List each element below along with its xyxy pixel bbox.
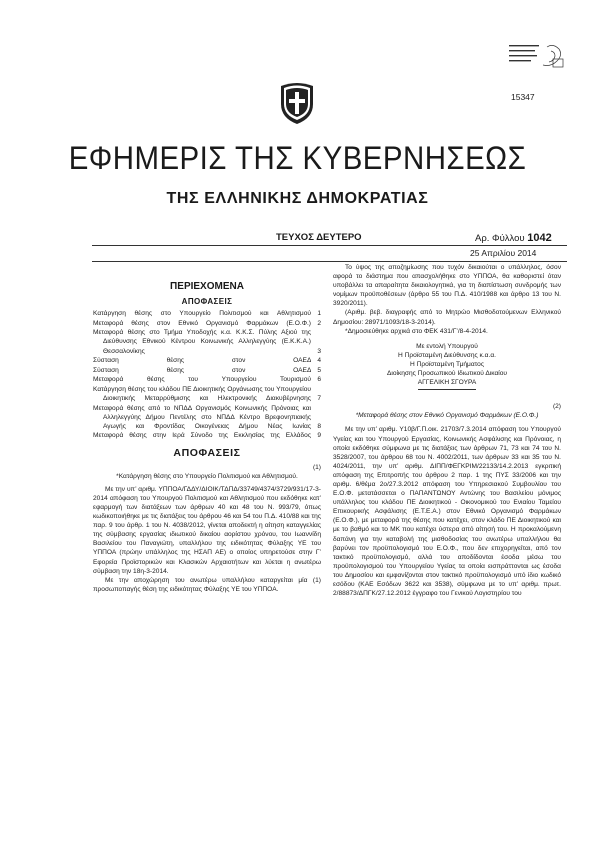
contents-item: [93, 366, 321, 375]
decision-1-title: *Κατάργηση θέσης στο Υπουργείο Πολιτισμού και Αθλητισμού.: [116, 472, 298, 480]
decision-1-number: (1): [312, 463, 321, 471]
signature-line-4: Διοίκησης Προσωπικού Ιδιωτικού Δικαίου: [386, 370, 508, 378]
decision-2-title: *Μεταφορά θέσης στον Εθνικό Οργανισμό Φαρμάκων (Ε.Ο.Φ.): [355, 412, 539, 420]
signature-line-2: Η Προϊσταμένη Διεύθυνσης κ.α.α.: [398, 351, 496, 359]
contents-item-text: Μεταφορά θέσης από το ΝΠΔΔ Οργανισμός Κοινωνικής Πρόνοιας και Αλληλεγγύης Δήμου Πεντέλης στο ΝΠΔΔ Κέντρο Βρεφονηπιακής Αγωγής και Φροντίδας Οικογένειας Δήμου Νέας Ιωνίας .....: [93, 404, 311, 431]
gazette-title: ΕΦΗΜΕΡΙΣ ΤΗΣ ΚΥΒΕΡΝΗΣΕΩΣ: [68, 140, 527, 176]
contents-item-page: 7: [311, 394, 321, 403]
contents-item-page: 9: [311, 431, 321, 440]
contents-item-page: 6: [311, 375, 321, 384]
decision-1-body: Με την υπ’ αριθμ. ΥΠΠΟΑ/ΓΔΔΥ/ΔΙΟΙΚ/ΤΔΠΔ/33749/4374/3729/931/17-3-2014 απόφαση του Υπουργού Πολιτισμού και Αθλητισμού που εκδόθηκε κατ’ εφαρμογή των διατάξεων των άρθρων 40 και 48 του Ν. 993/79, όπως κωδικοποιήθηκε με τις διατάξεις του άρθρου 46 και 54 του Π.Δ. 410/88 και της παρ. 9 του άρθρ. 1 του Ν. 4038/2012, γίνεται αποδεκτή η αίτηση καταγγελίας της σύμβασης εργασίας ιδιωτικού δικαίου αορίστου χρόνου, του Ιωαννίδη Βασιλείου του Παναγιώτη, υπαλλήλου της ειδικότητας Φύλαξης ΥΕ του ΥΠΠΟΑ (πρώην υπάλληλος της ΗΣΑΠ ΑΕ) ο οποίος υπηρετούσε στην Γ’ Εφορεία Προϊστορικών και Κλασικών Αρχαιοτήτων και λύεται η ανωτέρω σύμβαση την 18η-3-2014.: [93, 485, 321, 575]
contents-item-page: 5: [311, 366, 321, 375]
contents-item-page: 1: [311, 309, 321, 318]
contents-item-text: Μεταφορά θέσης στον Εθνικό Οργανισμό Φαρμάκων (Ε.Ο.Φ.) .....: [93, 319, 311, 328]
signature-block: [333, 342, 561, 390]
contents-list: [93, 309, 321, 440]
contents-item: [93, 319, 321, 328]
decision-1: [93, 463, 321, 594]
header-rule-bottom: [92, 261, 567, 262]
contents-item-text: Μεταφορά θέσης του Υπουργείου Τουρισμού .....: [93, 375, 311, 384]
contents-item-page: 8: [311, 422, 321, 431]
page-number: 15347: [511, 92, 535, 102]
contents-item: [93, 404, 321, 431]
header-rule-top: [92, 245, 567, 246]
decision-1-publication-note: *Δημοσιεύθηκε αρχικά στο ΦΕΚ 431/Γ’/8-4-2014.: [345, 327, 488, 335]
decision-1-body-2: Με την αποχώρηση του ανωτέρω υπαλλήλου καταργείται μία (1) προσωποπαγής θέση της ειδικότητας Φύλαξης ΥΕ του ΥΠΠΟΑ.: [93, 576, 321, 593]
contents-item-text: Σύσταση θέσης στον ΟΑΕΔ .....: [93, 366, 311, 375]
contents-item: [93, 431, 321, 440]
decisions-heading-row: [93, 446, 321, 459]
coat-of-arms-icon: [277, 80, 317, 126]
decision-2-body: Με την υπ’ αριθμ. Υ10β/Γ.Π.οικ. 21703/7.3.2014 απόφαση του Υπουργού Υγείας και του Υπουργού Εργασίας, Κοινωνικής Ασφάλισης και Πρόνοιας, η οποία εκδόθηκε σύμφωνα με τις διατάξεις των άρθρων 71, 73 και 74 του Ν. 3528/2007, του άρθρου 68 του Ν. 4002/2011, των άρθρων 33 και 35 του Ν. 4024/2011, την υπ’ αριθμ. ΔΙΠΠ/ΦΕΓΚΡΙΜ/22133/14.2.2013 εγκριτική απόφαση της Επιτροπής του άρθρου 2 παρ. 1 της ΠΥΣ 33/2006 και την αριθμ. 6/θέμα 2ο/27.3.2012 απόφαση του Υπηρεσιακού Συμβουλίου του Ε.Ο.Φ. μετατάσσεται ο ΠΑΠΑΝΤΩΝΟΥ Αντώνης του Βασιλείου μόνιμος υπάλληλος του κλάδου ΠΕ Διοικητικού - Οικονομικού του Ενιαίου Ταμείου Επικουρικής Ασφάλισης (Ε.Τ.Ε.Α.) στον Εθνικό Οργανισμό Φαρμάκων (Ε.Ο.Φ.), με μεταφορά της θέσης που κατέχει, στον κλάδο ΠΕ Διοικητικού και με το βαθμό και το ΜΚ που κατέχει ύστερα από αίτησή του. Η προκαλούμενη δαπάνη για την καταβολή της μισθοδοσίας του ανωτέρω υπαλλήλου θα βαρύνει τον προϋπολογισμό του Ε.Ο.Φ., που δεν επιχορηγείται, από τον τακτικό προϋπολογισμό, αλλά του αποδίδονται έσοδα μέσω του προϋπολογισμού του Υπουργείου Υγείας τα οποία εισπράττονται ως έσοδα του Δημοσίου και εμφανίζονται στον τακτικό προϋπολογισμό υπό ίδιο κωδικό εσόδου (ΚΑΕ Εσόδων 3622 και 3538), σύμφωνα με το υπ’ αριθμ. πρωτ. 2/88873/ΔΠΓΚ/27.12.2012 έγγραφο του Γενικού Λογιστηρίου του: [333, 426, 561, 598]
contents-item-text: Μεταφορά θέσης στην Ιερά Σύνοδο της Εκκλησίας της Ελλάδος .....: [93, 431, 311, 440]
decision-1-registry: (Αριθμ. βεβ. διαγραφής από το Μητρώο Μισθοδοτούμενων Ελληνικού Δημοσίου: 28971/1093/18-3-2014).: [333, 309, 561, 326]
sheet-number-value: 1042: [527, 232, 552, 244]
contents-item-text: Σύσταση θέσης στον ΟΑΕΔ .....: [93, 356, 311, 365]
contents-heading: ΠΕΡΙΕΧΟΜΕΝΑ: [170, 281, 244, 292]
contents-item-page: 2: [311, 319, 321, 328]
issue-label: ΤΕΥΧΟΣ ΔΕΥΤΕΡΟ: [276, 232, 362, 243]
left-column: [93, 280, 321, 594]
decision-2: [333, 402, 561, 598]
gazette-subtitle: ΤΗΣ ΕΛΛΗΝΙΚΗΣ ΔΗΜΟΚΡΑΤΙΑΣ: [166, 190, 429, 207]
decision-1-compensation: Το ύψος της αποζημίωσης που τυχόν δικαιούται ο υπάλληλος, όσον αφορά το διάστημα που απασχολήθηκε στο ΥΠΠΟΑ, θα καθοριστεί όταν υποβάλλει τα απαραίτητα δικαιολογητικά, για τη διαπίστωση συνδρομής των νομίμων προϋποθέσεων (άρθρο 55 του Π.Δ. 410/1988 και άρθρο 13 του Ν. 3920/2011).: [333, 264, 561, 308]
signature-line-3: Η Προϊσταμένη Τμήματος: [409, 360, 485, 368]
sheet-number: [475, 232, 552, 244]
signature-name: ΑΓΓΕΛΙΚΗ ΣΓΟΥΡΑ: [418, 378, 477, 390]
signature-line-1: Με εντολή Υπουργού: [416, 342, 478, 350]
right-column: [333, 263, 561, 598]
contents-item-text: Κατάργηση θέσης του κλάδου ΠΕ Διοικητικής Οργάνωσης του Υπουργείου Διοικητικής Μεταρρύθμισης και Ηλεκτρονικής Διακυβέρνησης .....: [93, 385, 311, 403]
publisher-mark-icon: [507, 41, 569, 73]
sheet-label: Αρ. Φύλλου: [475, 233, 525, 244]
contents-subheading: ΑΠΟΦΑΣΕΙΣ: [181, 297, 233, 307]
decisions-heading: ΑΠΟΦΑΣΕΙΣ: [173, 446, 241, 459]
contents-item-text: Μεταφορά θέσης στο Τμήμα Υποδοχής κ.α. Κ.Κ.Σ. Πύλης Αξιού της Διεύθυνσης Εθνικού Κέντρου Κοινωνικής Αλληλεγγύης (Ε.Κ.Κ.Α.) Θεσσαλονίκης .....: [93, 328, 311, 355]
contents-item: [93, 385, 321, 403]
contents-item: [93, 328, 321, 355]
issue-date: 25 Απριλίου 2014: [470, 248, 537, 258]
contents-item: [93, 375, 321, 384]
contents-item-text: Κατάργηση θέσης στο Υπουργείο Πολιτισμού και Αθλητισμού .....: [93, 309, 311, 318]
contents-item-page: 3: [311, 347, 321, 356]
contents-item-page: 4: [311, 356, 321, 365]
contents-item: [93, 309, 321, 318]
decision-2-number: (2): [552, 403, 561, 411]
contents-item: [93, 356, 321, 365]
